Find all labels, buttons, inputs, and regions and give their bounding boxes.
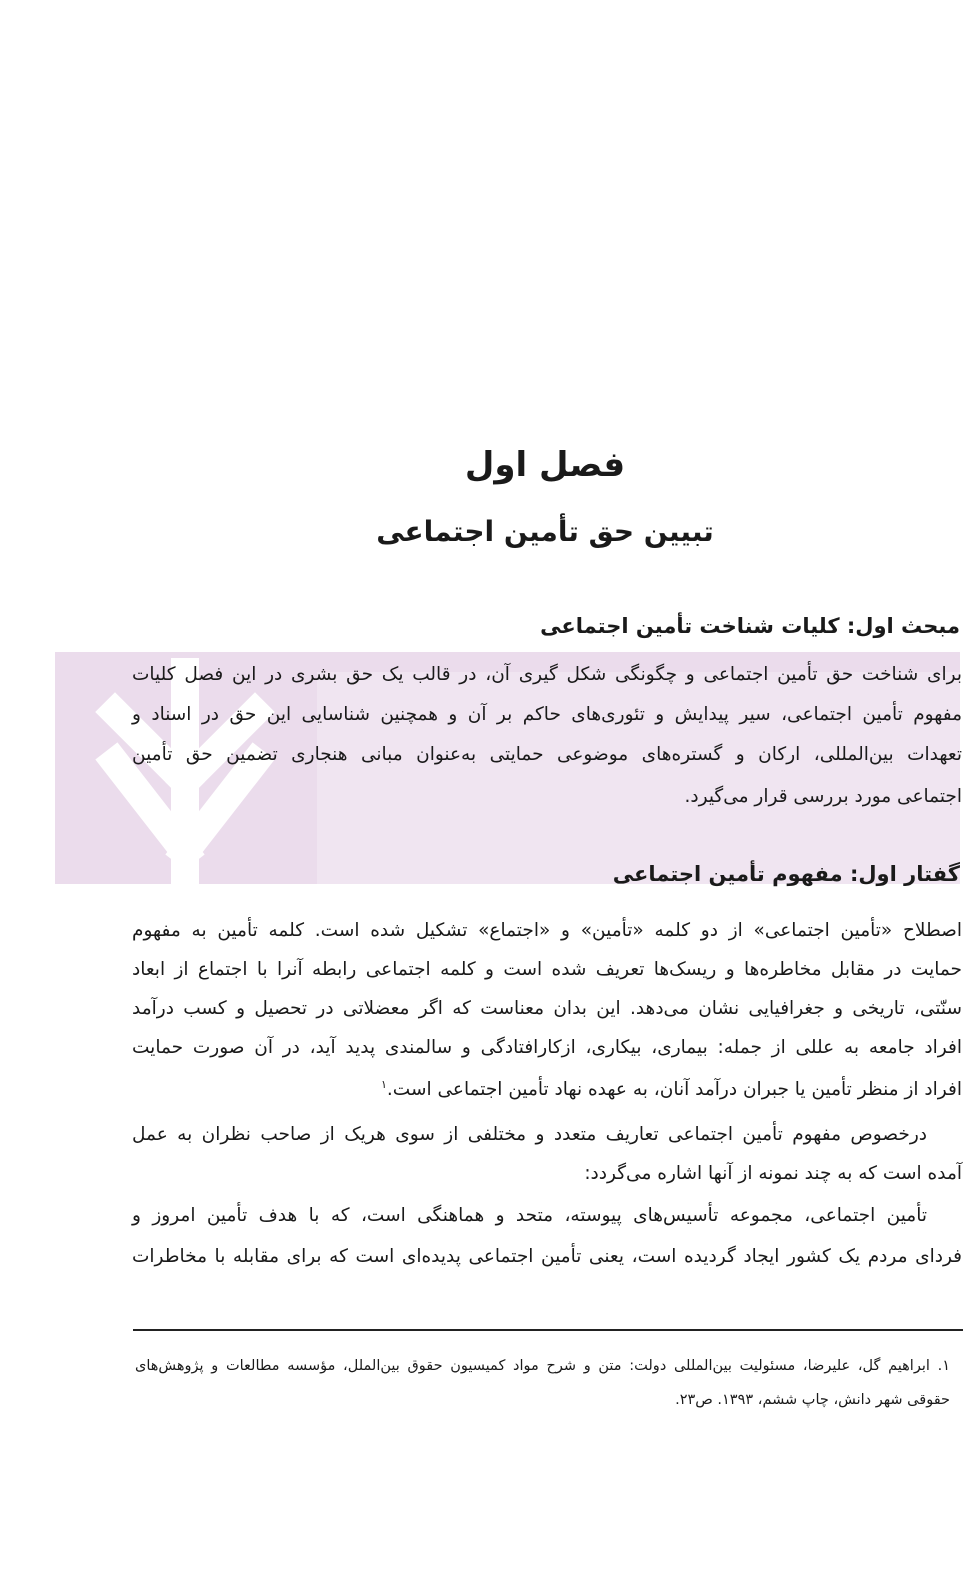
footnote-ref[interactable]: ۱ [381,1078,387,1091]
body-line: فردای مردم یک کشور ایجاد گردیده است، یعنی تأمین اجتماعی پدیده‌ای است که برای مقابله با مخاطرات [132,1246,962,1267]
body-line: آمده است که به چند نمونه از آنها اشاره می‌گردد: [584,1163,962,1184]
chapter-title: فصل اول [464,445,626,485]
body-line: مفهوم تأمین اجتماعی، سیر پیدایش و تئوری‌های حاکم بر آن و همچنین شناسایی این حق در اسناد و [132,704,962,725]
body-line: تأمین اجتماعی، مجموعه تأسیس‌های پیوسته، متحد و هماهنگی است، که با هدف تأمین امروز و [132,1205,927,1226]
watermark-logo-icon [55,652,960,884]
body-line: درخصوص مفهوم تأمین اجتماعی تعاریف متعدد و مختلفی از سوی هریک از صاحب نظران به عمل [132,1124,927,1145]
section-heading: مبحث اول: کلیات شناخت تأمین اجتماعی [540,614,960,638]
body-line [132,1078,962,1100]
footnote-line: ۱. ابراهیم گل، علیرضا، مسئولیت بین‌المللی دولت: متن و شرح مواد کمیسیون حقوق بین‌الملل، مؤسسه مطالعات و پژوهش‌های [135,1358,950,1374]
footnote-line: حقوقی شهر دانش، چاپ ششم، ۱۳۹۳. ص۲۳. [675,1392,950,1408]
chapter-subtitle: تبیین حق تأمین اجتماعی [376,515,714,548]
body-line: حمایت در مقابل مخاطره‌ها و ریسک‌ها تعریف شده است و کلمه اجتماعی رابطه آنرا با اجتماع از ابعاد [132,959,962,980]
subsection-heading: گفتار اول: مفهوم تأمین اجتماعی [612,862,960,886]
watermark-logo [55,652,960,884]
footnote-divider [133,1329,963,1331]
body-line: اجتماعی مورد بررسی قرار می‌گیرد. [684,786,962,807]
body-line: برای شناخت حق تأمین اجتماعی و چگونگی شکل گیری آن، در قالب یک حق بشری در این فصل کلیات [132,664,962,685]
body-text: افراد از منظر تأمین یا جبران درآمد آنان، به عهده نهاد تأمین اجتماعی است. [386,1079,962,1101]
body-line: سنّتی، تاریخی و جغرافیایی نشان می‌دهد. این بدان معناست که اگر معضلاتی در تحصیل و کسب درآمد [132,998,962,1019]
body-line: تعهدات بین‌المللی، ارکان و گستره‌های موضوعی حمایتی به‌عنوان مبانی هنجاری تضمین حق تأمین [132,744,962,765]
body-line: افراد جامعه به عللی از جمله: بیماری، بیکاری، ازکارافتادگی و سالمندی پدید آید، در آن صورت حمایت [132,1037,962,1058]
body-line: اصطلاح «تأمین اجتماعی» از دو کلمه «تأمین» و «اجتماع» تشکیل شده است. کلمه تأمین به مفهوم [132,920,962,941]
